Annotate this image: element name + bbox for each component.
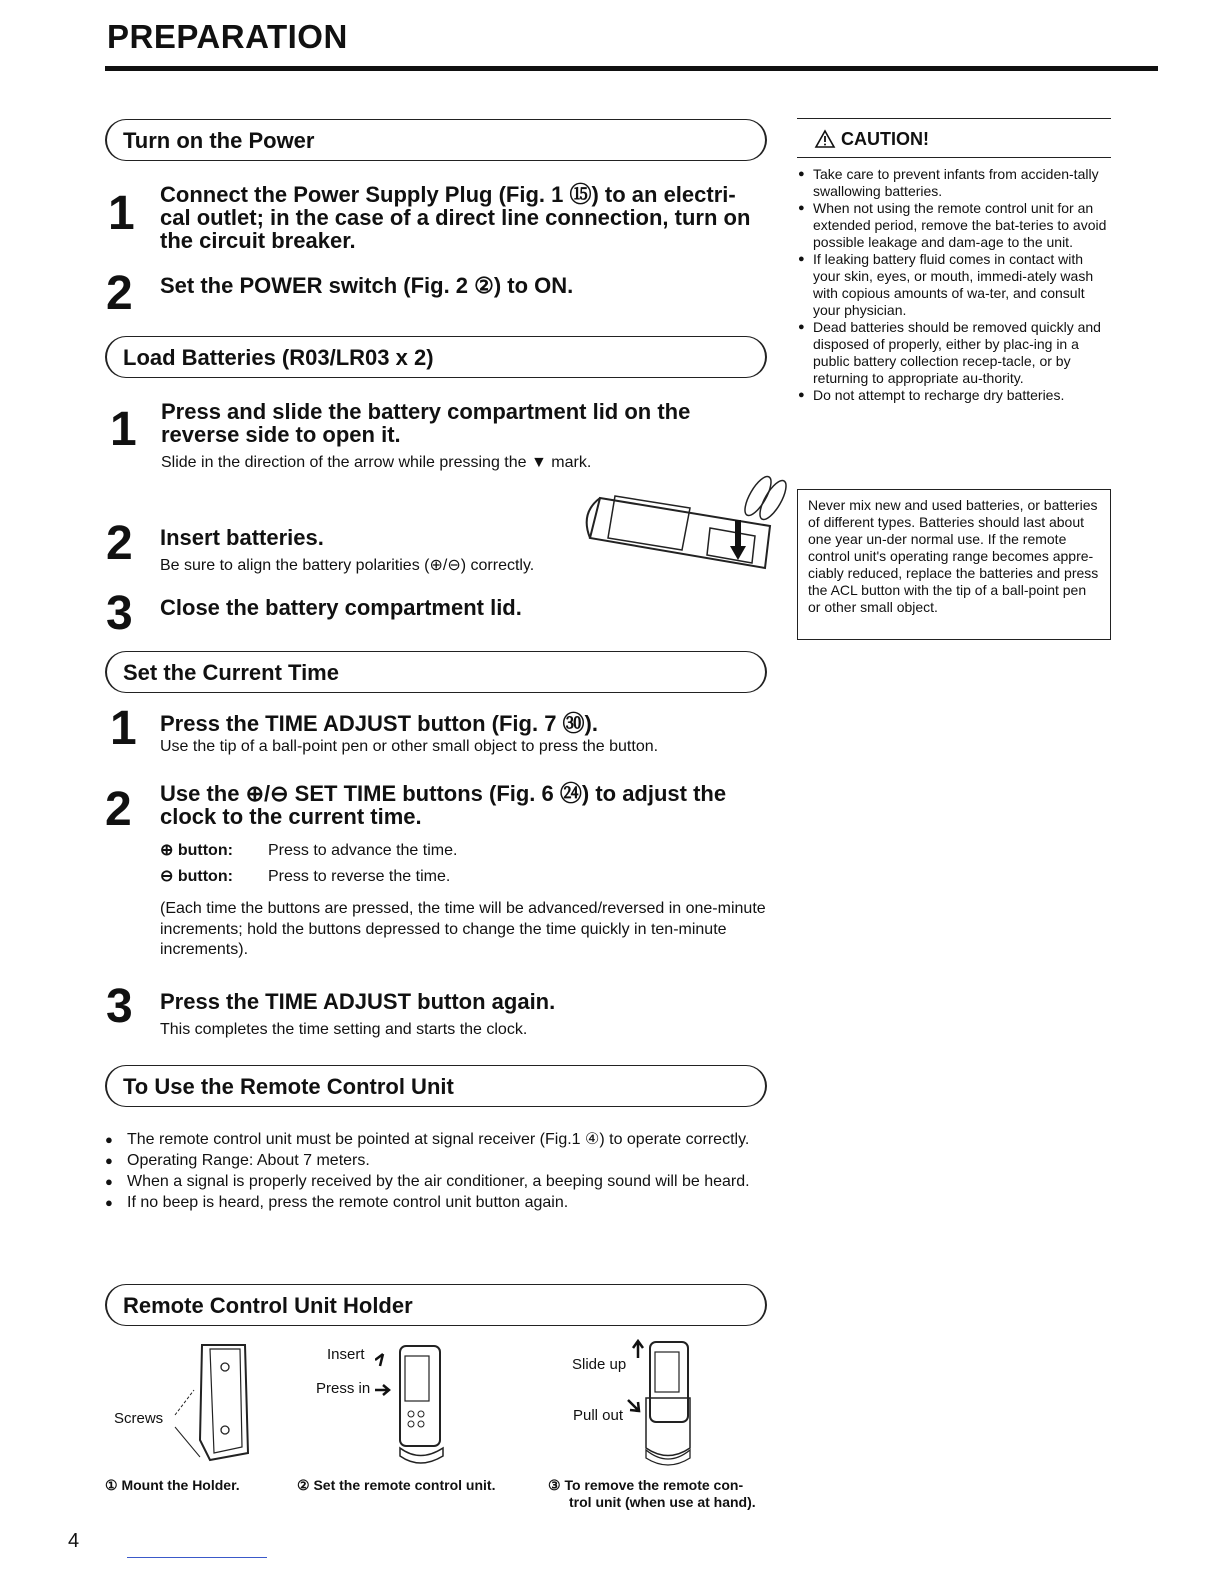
label-screws: Screws — [114, 1410, 164, 1427]
section-heading-time-text: Set the Current Time — [123, 660, 339, 685]
caption-mount-holder: ① Mount the Holder. — [105, 1477, 240, 1493]
caption-set-remote: ② Set the remote control unit. — [297, 1477, 496, 1493]
power-step1-number: 1 — [108, 187, 135, 240]
plus-button-label: ⊕ button: — [160, 842, 233, 859]
batteries-step1-text: Press and slide the battery compartment lid on the reverse side to open it. — [161, 399, 691, 447]
time-step1-number: 1 — [110, 702, 137, 755]
power-step2-text: Set the POWER switch (Fig. 2 ②) to ON. — [160, 273, 574, 298]
holder-mount-illustration — [170, 1335, 260, 1470]
caution-heading — [797, 118, 1111, 158]
batteries-step1-number: 1 — [110, 403, 137, 456]
list-item: ● When a signal is properly received by the air conditioner, a beeping sound will be heard. — [105, 1171, 775, 1192]
list-item: ● When not using the remote control unit for an extended period, remove the bat-teries to avoid possible leakage and dam-age to the unit. — [798, 200, 1112, 251]
section-heading-remote — [105, 1065, 767, 1107]
label-insert: Insert — [327, 1346, 365, 1363]
minus-button-desc: Press to reverse the time. — [268, 868, 451, 885]
batteries-step2-note: Be sure to align the battery polarities (⊕/⊖) correctly. — [160, 557, 535, 574]
time-step2-note: (Each time the buttons are pressed, the time will be advanced/reversed in one-minute increments; hold the buttons depressed to change the time quickly in ten-minute increments). — [160, 900, 766, 958]
section-heading-power-text: Turn on the Power — [123, 128, 315, 153]
batteries-step3-text: Close the battery compartment lid. — [160, 595, 522, 620]
section-heading-batteries — [105, 336, 767, 378]
holder-remove-illustration — [620, 1338, 700, 1468]
time-step3-note: This completes the time setting and starts the clock. — [160, 1021, 528, 1038]
time-step3-text: Press the TIME ADJUST button again. — [160, 989, 556, 1014]
label-slide-up: Slide up — [572, 1356, 627, 1373]
section-heading-holder-text: Remote Control Unit Holder — [123, 1293, 413, 1318]
batteries-step3-number: 3 — [106, 587, 133, 640]
footer-line — [127, 1557, 267, 1558]
time-step1-note: Use the tip of a ball-point pen or other small object to press the button. — [160, 738, 659, 755]
time-step1-text: Press the TIME ADJUST button (Fig. 7 ㉚). — [160, 711, 598, 736]
list-item: ● Take care to prevent infants from acciden-tally swallowing batteries. — [798, 166, 1112, 200]
batteries-step1-note: Slide in the direction of the arrow while pressing the ▼ mark. — [161, 454, 592, 471]
page-title: PREPARATION — [107, 18, 348, 55]
time-step2-number: 2 — [105, 783, 132, 836]
remote-bullet-list — [105, 1129, 775, 1213]
section-heading-power — [105, 119, 767, 161]
list-item: ● If leaking battery fluid comes in contact with your skin, eyes, or mouth, immedi-ately wash with copious amounts of wa-ter, and consult your physician. — [798, 251, 1112, 319]
minus-button-label: ⊖ button: — [160, 868, 233, 885]
caption-remove-remote-line1: ③ To remove the remote con- — [548, 1477, 744, 1493]
plus-button-desc: Press to advance the time. — [268, 842, 458, 859]
label-pull-out: Pull out — [573, 1407, 624, 1424]
section-heading-batteries-text: Load Batteries (R03/LR03 x 2) — [123, 345, 434, 370]
section-heading-holder — [105, 1284, 767, 1326]
section-heading-remote-text: To Use the Remote Control Unit — [123, 1074, 454, 1099]
holder-set-illustration — [375, 1338, 455, 1468]
batteries-step2-number: 2 — [106, 517, 133, 570]
section-heading-time — [105, 651, 767, 693]
battery-notice-box: Never mix new and used batteries, or batteries of different types. Batteries should last about one year un-der normal use. If the remote control unit's operating range becomes appre-ciably reduced, replace the batteries and press the ACL button with the tip of a ball-point pen or other small object. — [797, 489, 1111, 640]
time-step2-text: Use the ⊕/⊖ SET TIME buttons (Fig. 6 ㉔) to adjust the clock to the current time. — [160, 781, 727, 829]
time-step3-number: 3 — [106, 980, 133, 1033]
page-number: 4 — [68, 1530, 80, 1552]
caution-heading-text: CAUTION! — [841, 129, 929, 149]
label-press-in: Press in — [316, 1380, 371, 1397]
list-item: ● Do not attempt to recharge dry batteries. — [798, 387, 1112, 404]
list-item: ● Dead batteries should be removed quickly and disposed of properly, either by plac-ing in a public battery collection recep-tacle, or by returning to appropriate au-thority. — [798, 319, 1112, 387]
warning-triangle-icon — [814, 129, 836, 149]
list-item: ● Operating Range: About 7 meters. — [105, 1150, 775, 1171]
title-rule — [105, 66, 1158, 71]
power-step2-number: 2 — [106, 267, 133, 320]
list-item: ● The remote control unit must be pointed at signal receiver (Fig.1 ④) to operate correctly. — [105, 1129, 775, 1150]
caution-list — [798, 166, 1112, 404]
list-item: ● If no beep is heard, press the remote control unit button again. — [105, 1192, 775, 1213]
caption-remove-remote-line2: trol unit (when use at hand). — [569, 1494, 756, 1510]
power-step1-text: Connect the Power Supply Plug (Fig. 1 ⑮) to an electri-cal outlet; in the case of a direct line connection, turn on the circuit breaker. — [160, 182, 751, 253]
batteries-step2-text: Insert batteries. — [160, 525, 324, 550]
